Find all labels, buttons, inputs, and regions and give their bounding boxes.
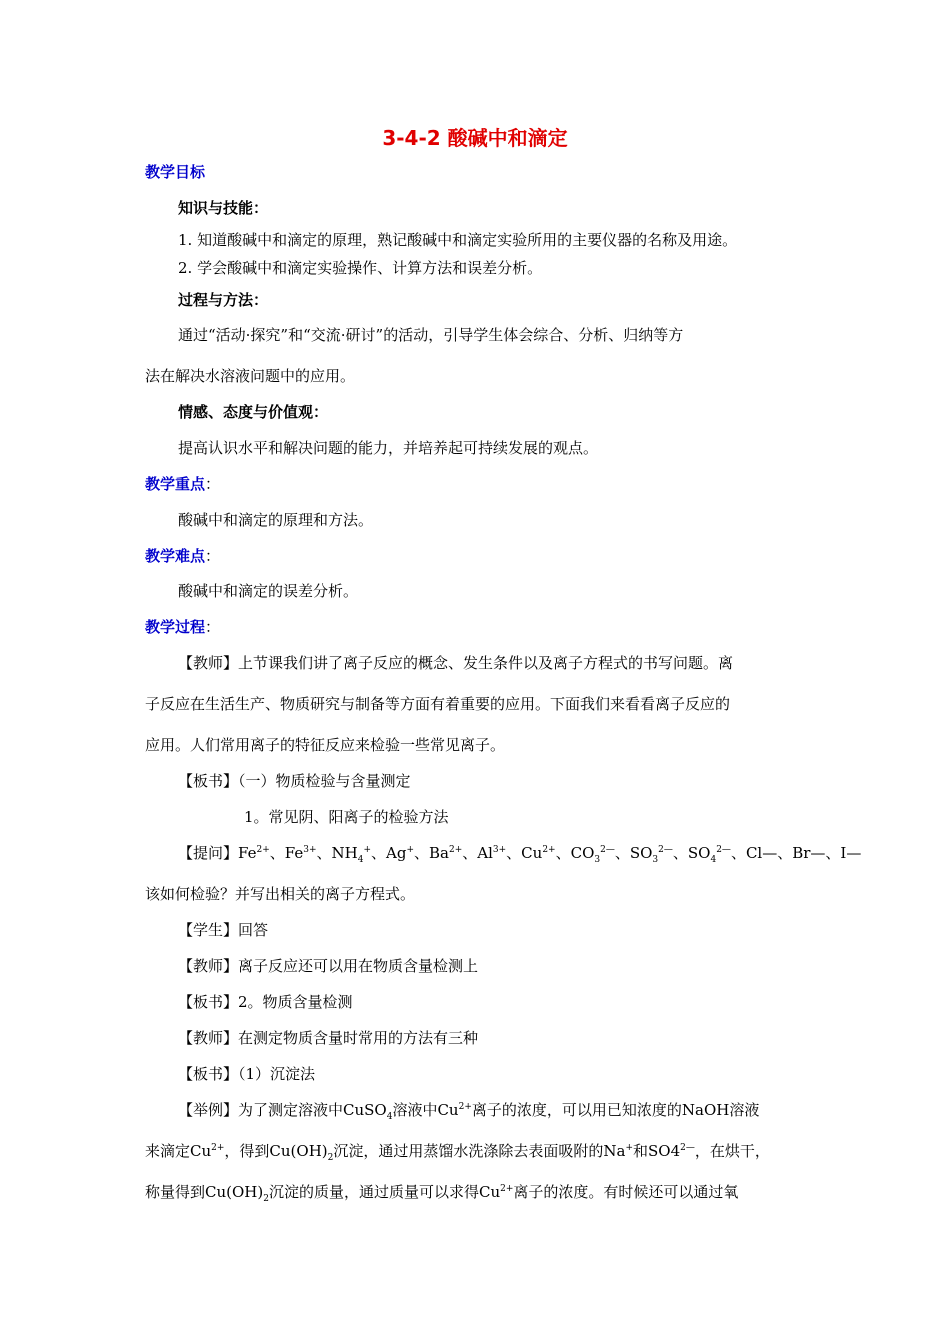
- example-line-2: [145, 1141, 770, 1161]
- ion-text: 、Al: [462, 844, 493, 862]
- ion-subscript: 3: [594, 855, 601, 865]
- knowledge-item-1: 1. 知道酸碱中和滴定的原理，熟记酸碱中和滴定实验所用的主要仪器的名称及用途。: [178, 231, 738, 249]
- ion-text: 、NH: [316, 844, 358, 862]
- board-note-3: 【板书】（1）沉淀法: [178, 1065, 316, 1083]
- example-text: 沉淀，通过用蒸馏水洗涤除去表面吸附的Na: [333, 1142, 626, 1160]
- board-note-1-sub: 1。常见阴、阳离子的检验方法: [244, 808, 449, 826]
- key-point-heading: 教学重点: [145, 475, 206, 493]
- teacher-note-3: 【教师】在测定物质含量时常用的方法有三种: [178, 1029, 479, 1047]
- key-point-colon: ：: [205, 475, 221, 493]
- teacher-note-2: 【教师】离子反应还可以用在物质含量检测上: [178, 957, 479, 975]
- example-line-1: [178, 1100, 759, 1120]
- ion-text: 、Fe: [269, 844, 304, 862]
- example-text: ，在烘干，: [694, 1142, 770, 1160]
- example-text: 沉淀的质量，通过质量可以求得Cu: [268, 1183, 501, 1201]
- example-text: 溶液中Cu: [392, 1101, 459, 1119]
- objectives-heading: 教学目标: [145, 163, 206, 181]
- example-text: 离子的浓度，可以用已知浓度的NaOH溶液: [471, 1101, 760, 1119]
- example-charge: 2+: [458, 1102, 472, 1112]
- example-charge: 2+: [211, 1143, 225, 1153]
- process-colon: ：: [205, 618, 221, 636]
- process-method-text-2: 法在解决水溶液问题中的应用。: [145, 367, 356, 385]
- emotion-heading: 情感、态度与价值观：: [178, 403, 329, 421]
- teacher-paragraph-line-2: 子反应在生活生产、物质研究与制备等方面有着重要的应用。下面我们来看看离子反应的: [145, 695, 731, 713]
- example-text: 【举例】为了测定溶液中CuSO: [178, 1101, 387, 1119]
- ion-charge: +: [406, 845, 414, 855]
- difficulty-row: [145, 546, 220, 566]
- key-point-text: 酸碱中和滴定的原理和方法。: [178, 511, 374, 529]
- example-charge: 2—: [680, 1143, 695, 1153]
- difficulty-colon: ：: [205, 547, 221, 565]
- ion-text: 、Ba: [414, 844, 449, 862]
- ion-text: 、Ag: [371, 844, 407, 862]
- difficulty-text: 酸碱中和滴定的误差分析。: [178, 582, 359, 600]
- example-text: 称量得到Cu(OH): [145, 1183, 264, 1201]
- board-note-2: 【板书】2。物质含量检测: [178, 993, 353, 1011]
- question-prefix: 【提问】: [178, 844, 239, 862]
- knowledge-item-2: 2. 学会酸碱中和滴定实验操作、计算方法和误差分析。: [178, 259, 543, 277]
- process-heading: 教学过程: [145, 618, 206, 636]
- ion-subscript: 3: [652, 855, 659, 865]
- example-text: 离子的浓度。有时候还可以通过氧: [513, 1183, 739, 1201]
- ion-text: 、SO: [672, 844, 711, 862]
- ion-charge: 2—: [600, 845, 615, 855]
- ion-charge: 2—: [716, 845, 731, 855]
- example-subscript: 2: [263, 1194, 269, 1204]
- ion-text: 、SO: [614, 844, 653, 862]
- student-note: 【学生】回答: [178, 921, 269, 939]
- example-text: ，得到Cu(OH): [224, 1142, 328, 1160]
- difficulty-heading: 教学难点: [145, 547, 206, 565]
- knowledge-heading: 知识与技能：: [178, 199, 269, 217]
- ion-charge: 2+: [448, 845, 463, 855]
- ion-text: 、Cl—、Br—、I—: [730, 844, 862, 862]
- question-line: [178, 843, 861, 863]
- key-point-row: [145, 474, 220, 494]
- ion-charge: +: [363, 845, 372, 855]
- ion-subscript: 4: [357, 855, 364, 865]
- process-method-heading: 过程与方法：: [178, 291, 269, 309]
- page-title: 3-4-2 酸碱中和滴定: [382, 126, 568, 150]
- question-tail: 该如何检验？并写出相关的离子方程式。: [145, 885, 416, 903]
- ion-text: 、Cu: [506, 844, 543, 862]
- example-charge: +: [625, 1143, 634, 1153]
- ion-text: 、CO: [555, 844, 595, 862]
- process-method-text-1: 通过“活动·探究”和“交流·研讨”的活动，引导学生体会综合、分析、归纳等方: [178, 326, 684, 344]
- example-text: 和SO4: [633, 1142, 681, 1160]
- example-subscript: 2: [327, 1153, 334, 1163]
- emotion-text: 提高认识水平和解决问题的能力，并培养起可持续发展的观点。: [178, 439, 599, 457]
- example-text: 来滴定Cu: [145, 1142, 212, 1160]
- ion-charge: 2+: [542, 845, 556, 855]
- ion-charge: 3+: [492, 845, 507, 855]
- example-subscript: 4: [386, 1112, 393, 1122]
- ion-charge: 2+: [256, 845, 270, 855]
- teacher-paragraph-line-1: 【教师】上节课我们讲了离子反应的概念、发生条件以及离子方程式的书写问题。离: [178, 654, 734, 672]
- process-row: [145, 617, 220, 637]
- ion-text: Fe: [238, 844, 257, 862]
- ion-subscript: 4: [710, 855, 717, 865]
- ion-charge: 2—: [658, 845, 673, 855]
- example-charge: 2+: [500, 1184, 514, 1194]
- ion-charge: 3+: [303, 845, 317, 855]
- example-line-3: [145, 1182, 738, 1202]
- teacher-paragraph-line-3: 应用。人们常用离子的特征反应来检验一些常见离子。: [145, 736, 506, 754]
- board-note-1: 【板书】（一）物质检验与含量测定: [178, 772, 411, 790]
